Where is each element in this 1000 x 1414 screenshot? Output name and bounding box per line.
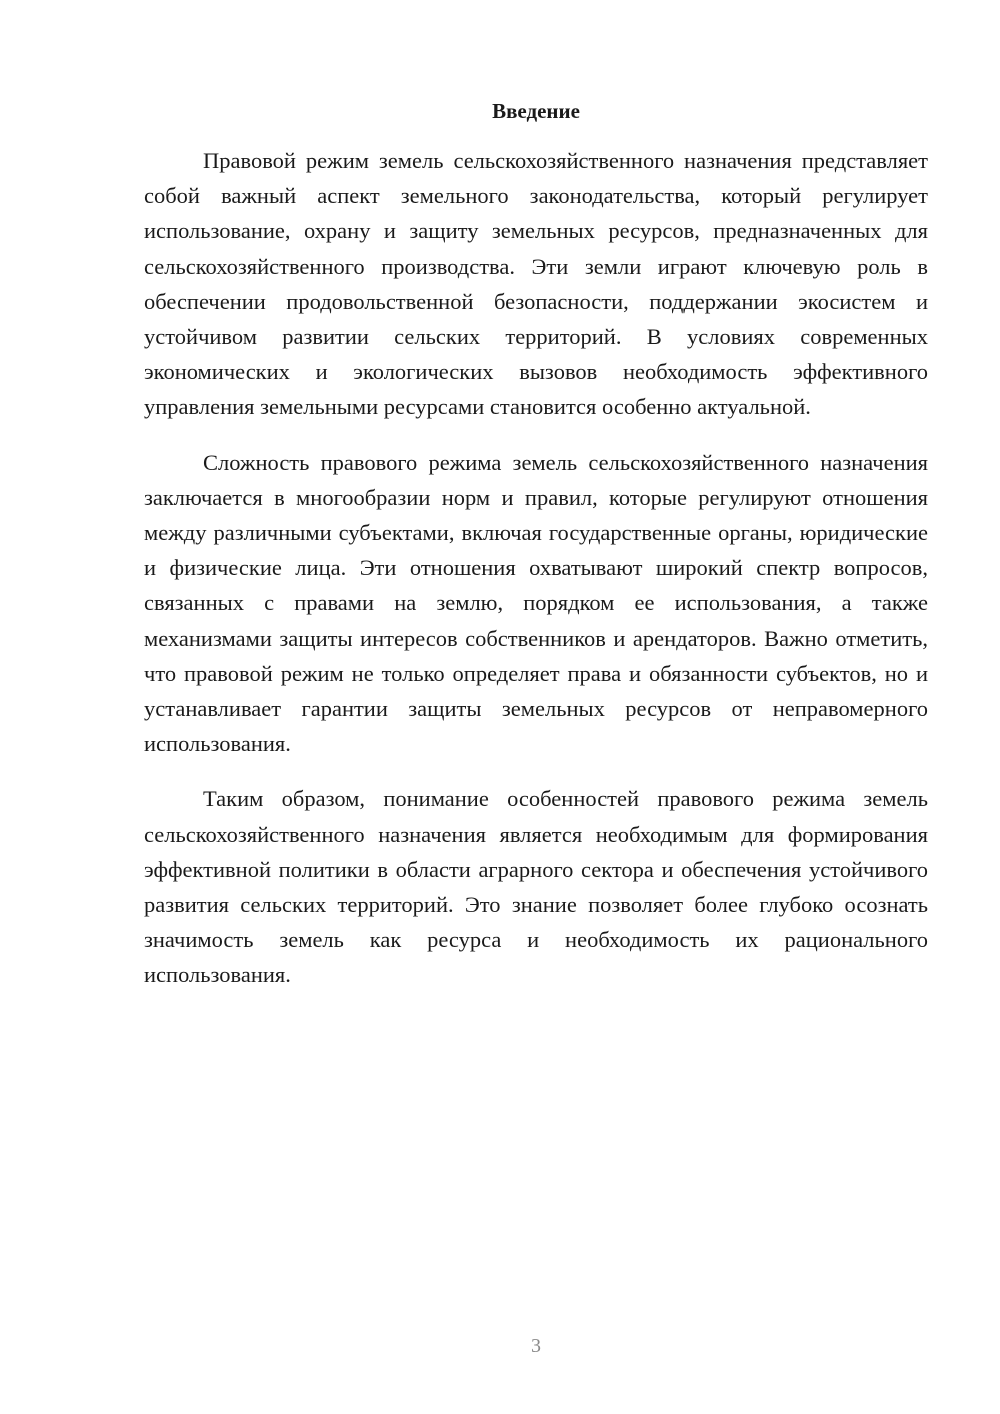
paragraph-1: Правовой режим земель сельскохозяйственного назначения представляет собой важный аспект земельного законодательства, который регулирует использование, охрану и защиту земельных ресурсов, предназначенных для сельскохозяйственного производства. Эти земли играют ключевую роль в обеспечении продовольственной безопасности, поддержании экосистем и устойчивом развитии сельских территорий. В условиях современных экономических и экологических вызовов необходимость эффективного управления земельными ресурсами становится особенно актуальной. bbox=[144, 148, 928, 420]
paragraph-3: Таким образом, понимание особенностей правового режима земель сельскохозяйственного назначения является необходимым для формирования эффективной политики в области аграрного сектора и обеспечения устойчивого развития сельских территорий. Это знание позволяет более глубоко осознать значимость земель как ресурса и необходимость их рационального использования. bbox=[144, 786, 928, 988]
page-number: 3 bbox=[531, 1335, 541, 1357]
paragraph-2: Сложность правового режима земель сельскохозяйственного назначения заключается в многообразии норм и правил, которые регулируют отношения между различными субъектами, включая государственные органы, юридические и физические лица. Эти отношения охватывают широкий спектр вопросов, связанных с правами на землю, порядком ее использования, а также механизмами защиты интересов собственников и арендаторов. Важно отметить, что правовой режим не только определяет права и обязанности субъектов, но и устанавливает гарантии защиты земельных ресурсов от неправомерного использования. bbox=[144, 449, 928, 757]
body-text bbox=[144, 143, 928, 1013]
section-heading: Введение bbox=[492, 99, 580, 123]
